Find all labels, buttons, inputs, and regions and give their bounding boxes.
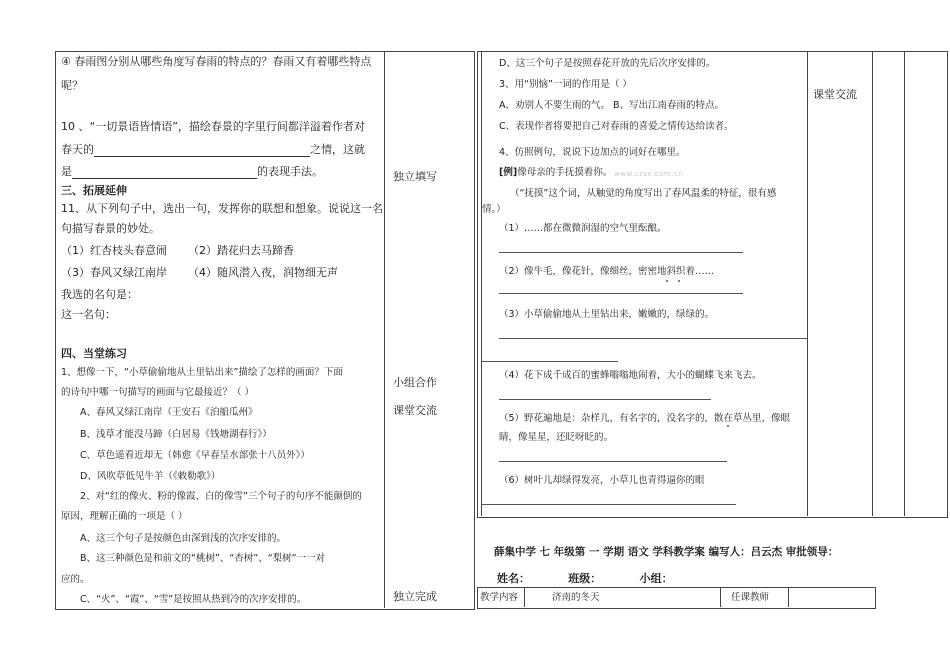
question-10-line3: [61, 165, 323, 179]
item-5-line2: 睛，像星星，还眨呀眨的。: [499, 432, 614, 443]
item-1: （1）……都在微微润湿的空气里酝酿。: [499, 223, 667, 234]
side-label-independent-fill: 独立填写: [393, 170, 437, 183]
right-column-divider-2: [872, 51, 873, 516]
question-10-line3-pre: 是: [61, 165, 72, 178]
item-2: （2）像牛毛，像花针，像细丝，密密地斜织着……: [499, 266, 715, 277]
info-table-teacher-label: 任课教师: [731, 592, 770, 603]
question-10-line2-pre: 春天的: [61, 143, 94, 156]
info-table-content-label: 教学内容: [480, 592, 519, 603]
emphasis-dot: [678, 280, 680, 282]
section-4-title: 四、当堂练习: [61, 347, 127, 360]
answer-line-6[interactable]: [481, 504, 736, 505]
question-10-line1: 10 、“一切景语皆情语”，描绘春景的字里行间都洋溢着作者对: [61, 120, 365, 133]
practice-2-line1: 2、对“红的像火、粉的像霞、白的像雪”三个句子的句序不能颠倒的: [80, 491, 362, 502]
example-text: 像母亲的手抚摸着你。: [517, 167, 613, 178]
chosen-sentence-label: 我选的名句是：: [61, 288, 138, 301]
option-3: （3）春风又绿江南岸: [61, 266, 167, 279]
item-3: （3）小草偷偷地从土里钻出来，嫩嫩的，绿绿的。: [499, 309, 715, 320]
left-column-divider: [384, 51, 385, 608]
left-table: [55, 51, 475, 610]
side-label-independent-complete: 独立完成: [393, 590, 437, 603]
student-info-row: 姓名： 班级： 小组：: [497, 572, 673, 585]
question-4-right: 4、仿照例句，说说下边加点的词好在哪里。: [499, 147, 686, 158]
section-3-title: 三、拓展延伸: [61, 184, 127, 197]
fill-blank-2[interactable]: [72, 166, 257, 179]
option-4: （4）随风潜入夜，润物细无声: [188, 266, 338, 279]
document-header: 薛集中学 七 年级第 一 学期 语文 学科教学案 编写人：吕云杰 审批领导：: [494, 546, 839, 558]
question-11-line2: 句描写春景的妙处。: [61, 222, 160, 235]
answer-line-1[interactable]: [499, 252, 743, 253]
answer-line-3b[interactable]: [481, 361, 618, 362]
right-column-divider-3: [904, 51, 905, 516]
option-2: （2）踏花归去马蹄香: [188, 244, 294, 257]
watermark: www.czsx.com.cn: [614, 170, 684, 178]
question-10-line2-post: 之情，这就: [310, 143, 365, 156]
side-label-class-discussion-right: 课堂交流: [813, 88, 857, 101]
answer-line-5[interactable]: [499, 461, 727, 462]
question-3-options-ab: A、劝别人不要生雨的气。 B、写出江南春雨的特点。: [499, 100, 725, 111]
question-3-option-c: C、表现作者将要把自己对春雨的喜爱之情传达给读者。: [499, 121, 734, 132]
info-table: [477, 587, 876, 609]
example-label: [例]: [499, 167, 518, 178]
practice-1-line2: 的诗句中哪一句描写的画面与它最接近？（ ）: [61, 387, 255, 398]
practice-2-option-a: A、这三个句子是按颜色由深到浅的次序安排的。: [80, 533, 286, 544]
practice-1-line1: 1、想像一下，“小草偷偷地从土里钻出来”描绘了怎样的画面？下面: [61, 367, 343, 378]
question-10-line2: [61, 143, 365, 157]
side-label-class-discussion: 课堂交流: [393, 404, 437, 417]
question-4-line1: ④ 春雨图分别从哪些角度写春雨的特点的？春雨又有着哪些特点: [61, 55, 372, 68]
item-6: （6）树叶儿却绿得发亮，小草儿也青得逼你的眼: [499, 475, 705, 486]
practice-2-option-c: C、“火”、“霞”、“雪”是按照从热到冷的次序安排的。: [80, 594, 307, 605]
question-11-line1: 11、从下列句子中，选出一句，发挥你的联想和想象。说说这一名: [61, 202, 383, 215]
right-left-double-border: [481, 51, 482, 516]
practice-2-option-b-line1: B、这三种颜色是和前文的“桃树”、“杏树”、“梨树”一一对: [80, 553, 326, 564]
answer-line-2[interactable]: [499, 293, 743, 294]
practice-1-option-a: A、春风又绿江南岸（王安石《泊船瓜州》: [80, 407, 258, 418]
practice-1-option-c: C、草色遥看近却无（韩愈《早春呈水部张十八员外》）: [80, 450, 310, 461]
side-label-group-work: 小组合作: [393, 376, 437, 389]
info-table-divider-1: [524, 587, 525, 607]
info-table-content-value: 济南的冬天: [552, 592, 600, 603]
example-explanation-line2: 情。）: [482, 204, 506, 215]
practice-1-option-d: D、风吹草低见牛羊（《敕勒歌》）: [80, 471, 221, 482]
example-explanation-line1: （“抚摸”这个词，从触觉的角度写出了春风温柔的特征，很有感: [510, 188, 777, 199]
info-table-divider-3: [788, 587, 789, 607]
emphasis-dot: [727, 425, 729, 427]
answer-line-4[interactable]: [499, 399, 711, 400]
right-column-divider-1: [807, 51, 808, 516]
emphasis-dot: [666, 280, 668, 282]
question-10-line3-post: 的表现手法。: [257, 165, 323, 178]
practice-2-option-b-line2: 应的。: [61, 574, 90, 585]
practice-2-line2: 原因，理解正确的一项是（ ）: [61, 511, 188, 522]
this-sentence-label: 这一名句：: [61, 308, 116, 321]
option-d-line: D、这三个句子是按照春花开放的先后次序安排的。: [499, 58, 716, 69]
option-1: （1）红杏枝头春意闹: [61, 244, 167, 257]
example-line: [499, 166, 612, 179]
answer-line-3[interactable]: [499, 338, 807, 339]
question-4-line2: 呢？: [61, 79, 83, 92]
item-5-line1: （5）野花遍地是：杂样儿，有名字的，没名字的，散在草丛里，像眼: [499, 413, 791, 424]
question-3: 3、用“别恼”一词的作用是（ ）: [499, 79, 632, 90]
practice-1-option-b: B、浅草才能没马蹄（白居易《钱塘湖春行》）: [80, 429, 272, 440]
info-table-divider-2: [720, 587, 721, 607]
fill-blank-1[interactable]: [94, 144, 310, 157]
item-4: （4）花下成千成百的蜜蜂嗡嗡地闹着，大小的蝴蝶飞来飞去。: [499, 370, 762, 381]
